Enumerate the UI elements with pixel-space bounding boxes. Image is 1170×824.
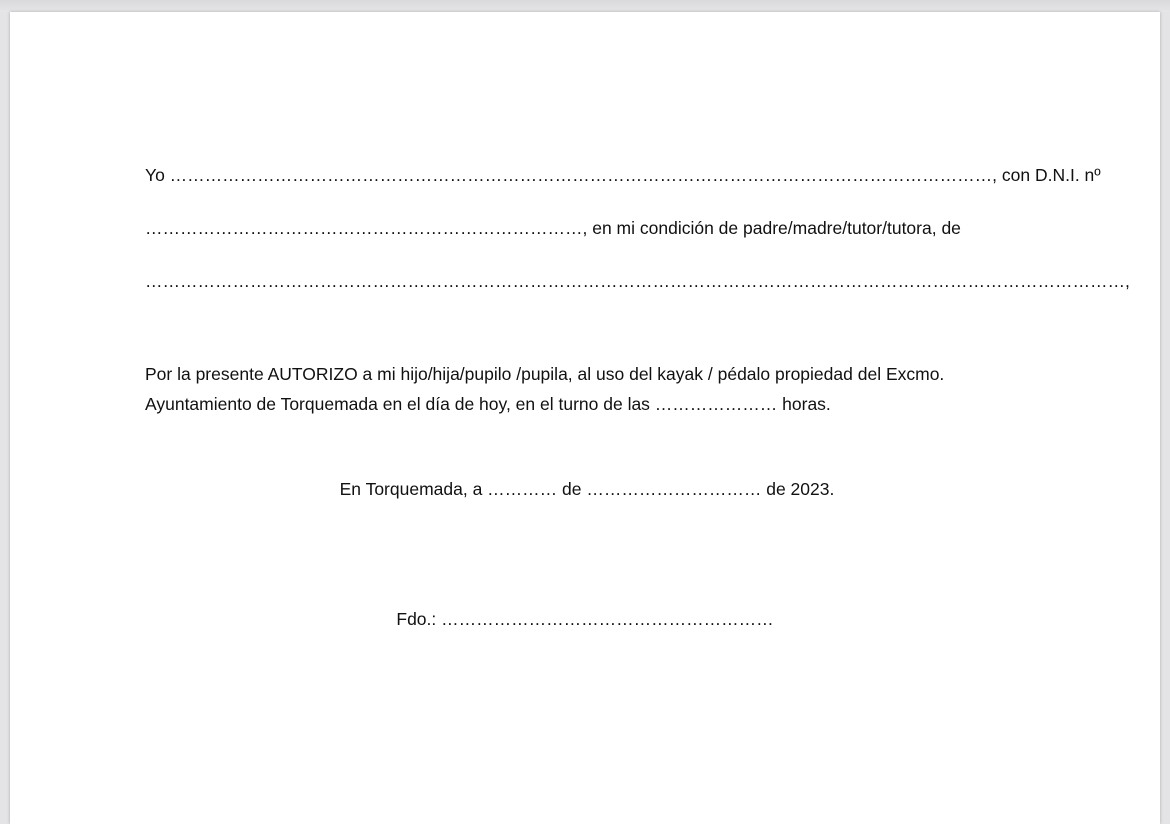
document-page <box>10 12 1160 824</box>
name-line: Yo ……………………………………………………………………………………………………………………………, con D.N.I. nº <box>145 165 1101 185</box>
date-line: En Torquemada, a ………… de ………………………… de 2023. <box>339 479 835 499</box>
child-name-line: ……………………………………………………………………………………………………………………………………………………, <box>145 271 1130 291</box>
viewer-top-bar <box>0 0 1170 12</box>
signature-line: Fdo.: ………………………………………………… <box>396 609 774 629</box>
dni-line: …………………………………………………………………, en mi condición de padre/madre/tutor/tutora, de <box>145 218 961 238</box>
authorization-paragraph-line-2: Ayuntamiento de Torquemada en el día de hoy, en el turno de las ………………… horas. <box>145 394 831 414</box>
authorization-paragraph-line-1: Por la presente AUTORIZO a mi hijo/hija/pupilo /pupila, al uso del kayak / pédalo propiedad del Excmo. <box>145 364 945 384</box>
